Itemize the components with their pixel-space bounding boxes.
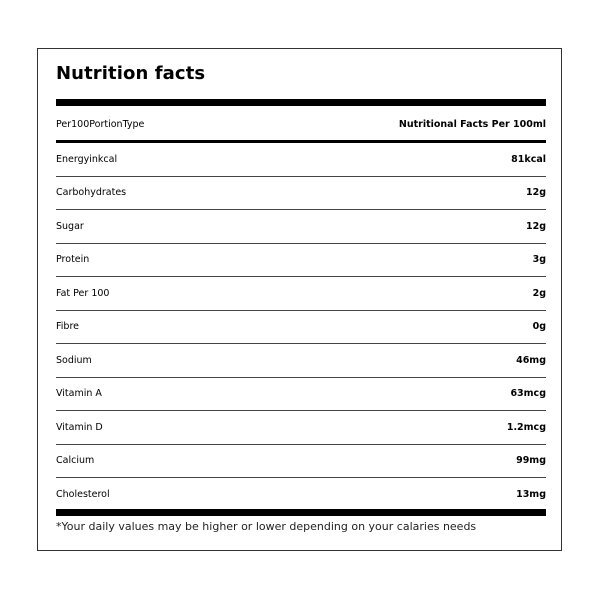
nutrient-label: Energyinkcal — [56, 153, 118, 165]
table-row — [56, 143, 546, 177]
bottom-divider — [56, 509, 546, 516]
nutrient-label: Cholesterol — [56, 489, 110, 501]
nutrient-value: 0g — [532, 321, 546, 333]
table-row — [56, 311, 546, 345]
table-row — [56, 478, 546, 512]
nutrient-label: Sodium — [56, 354, 92, 366]
nutrient-label: Calcium — [56, 455, 95, 467]
nutrition-facts-panel — [37, 48, 562, 551]
nutrient-value: 12g — [525, 187, 546, 199]
table-row — [56, 277, 546, 311]
nutrient-label: Protein — [56, 254, 90, 266]
nutrient-label: Carbohydrates — [56, 187, 127, 199]
table-row — [56, 244, 546, 278]
table-row — [56, 411, 546, 445]
table-row — [56, 378, 546, 412]
header-left-label: Per100PortionType — [56, 118, 145, 130]
nutrient-value: 46mg — [516, 354, 546, 366]
nutrient-value: 63mcg — [510, 388, 546, 400]
table-row — [56, 445, 546, 479]
nutrient-value: 12g — [525, 220, 546, 232]
nutrient-value: 1.2mcg — [506, 421, 546, 433]
nutrient-label: Vitamin D — [56, 421, 103, 433]
nutrient-value: 13mg — [516, 489, 546, 501]
nutrient-value: 2g — [532, 287, 546, 299]
table-row — [56, 177, 546, 211]
table-header — [56, 108, 546, 140]
table-row — [56, 210, 546, 244]
nutrient-label: Sugar — [56, 220, 84, 232]
nutrient-label: Fibre — [56, 321, 79, 333]
nutrition-table — [56, 143, 546, 512]
header-right-label: Nutritional Facts Per 100ml — [398, 118, 546, 130]
nutrient-value: 81kcal — [511, 153, 546, 165]
nutrient-value: 99mg — [516, 455, 546, 467]
nutrient-label: Fat Per 100 — [56, 287, 110, 299]
nutrient-value: 3g — [532, 254, 546, 266]
top-divider — [56, 99, 546, 106]
page-title: Nutrition facts — [56, 63, 206, 84]
footnote: *Your daily values may be higher or lower depending on your calaries needs — [56, 520, 477, 533]
nutrient-label: Vitamin A — [56, 388, 102, 400]
table-row — [56, 344, 546, 378]
